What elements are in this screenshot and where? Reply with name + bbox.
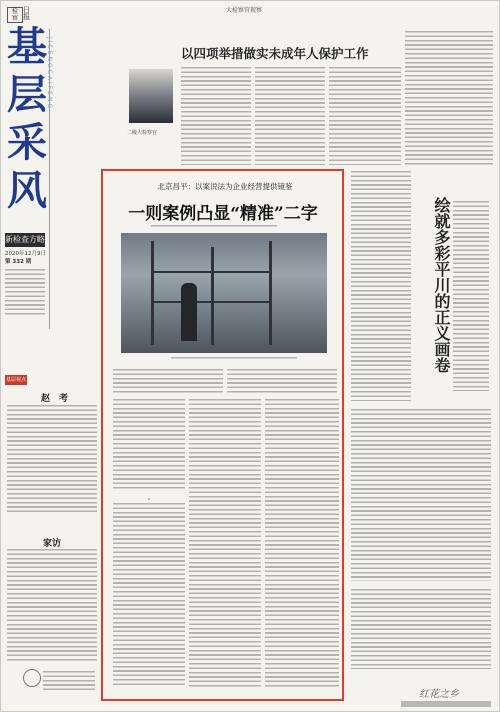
sidebar-section-label: 基层视点 <box>5 377 26 383</box>
feature-lede-2 <box>227 369 337 393</box>
feature-kicker: 北京昌平：以案说法为企业经营提供镜鉴 <box>157 182 293 191</box>
feature-text-col-1 <box>113 399 185 489</box>
photo-caption <box>171 357 297 361</box>
right-text-bottom <box>351 589 491 669</box>
masthead-char-2: 层 <box>7 71 47 118</box>
photo-shelf-rail-2 <box>151 301 271 303</box>
feature-byline <box>151 225 277 229</box>
issue-date: 2020年12月9日 <box>5 251 46 257</box>
issue-number: 第 332 期 <box>5 259 32 265</box>
sidebar-footer-text <box>43 671 95 691</box>
feature-text-col-2 <box>189 399 261 687</box>
masthead-logo-icon: 检 察 <box>7 7 23 23</box>
right-text-col-1 <box>351 171 411 401</box>
header-kicker: 大检察官视察 <box>226 7 263 14</box>
photo-shelf-2 <box>211 247 214 345</box>
sidebar-essay-2-text <box>7 549 97 661</box>
sidebar-essay-text <box>7 405 97 515</box>
masthead-char-3: 采 <box>7 119 47 166</box>
photo-person <box>181 283 197 341</box>
feature-headline: 一则案例凸显“精准”二字 <box>128 204 318 224</box>
column-divider <box>49 29 50 329</box>
header-text-col-4 <box>405 31 493 165</box>
right-feature-headline: 绘就多彩平川的正义画卷 <box>432 197 451 373</box>
header-text-col-2 <box>255 67 325 165</box>
masthead-char-4: 风 <box>7 167 47 214</box>
feature-lede-1 <box>113 369 223 393</box>
masthead-logo-text: 日 报 <box>23 6 30 21</box>
feature-subhead-1: · <box>147 495 151 503</box>
stamp-icon <box>23 669 41 687</box>
header-text-col-3 <box>329 67 401 165</box>
sidebar-essay-title-2: 家访 <box>43 539 62 549</box>
footer-brand: 红花之乡 <box>419 689 459 700</box>
photo-shelf-rail-1 <box>151 271 271 273</box>
column-badge: 新检查方略 <box>5 233 45 247</box>
feature-text-col-1b <box>113 503 185 687</box>
footer-bar <box>401 701 491 707</box>
editorial-credits <box>5 269 45 315</box>
masthead-char-1: 基 <box>7 23 47 70</box>
right-text-lower <box>351 409 491 581</box>
photo-shelf-3 <box>269 241 272 345</box>
header-headline: 以四项举措做实未成年人保护工作 <box>181 46 369 61</box>
header-text-col-1 <box>181 67 251 165</box>
portrait-photo <box>129 69 173 123</box>
sidebar-essay-title: 赵 考 <box>41 394 69 404</box>
right-subtitle-lines <box>453 201 489 391</box>
feature-text-col-3 <box>265 399 339 687</box>
portrait-caption: 二级大检察官 <box>127 130 158 136</box>
photo-shelf-1 <box>151 241 154 345</box>
